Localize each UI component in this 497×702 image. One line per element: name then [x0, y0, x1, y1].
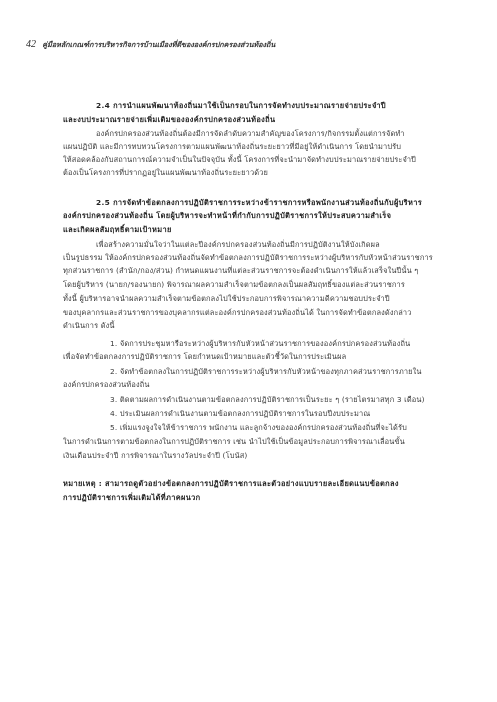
section-4-body-line-3: ให้สอดคล้องกับสถานการณ์ความจำเป็นในปัจจุบัน ทั้งนี้ โครงการที่จะนำมาจัดทำงบประมาณรายจ่ายประจำปี	[63, 155, 417, 164]
page-number: 42	[26, 39, 36, 50]
section-5-heading-line-3: และเกิดผลสัมฤทธิ์ตามเป้าหมาย	[63, 225, 172, 234]
section-5-heading-line-1: 2.5 การจัดทำข้อตกลงการปฏิบัติราชการระหว่างข้าราชการหรือพนักงานส่วนท้องถิ่นกับผู้บริหาร	[96, 198, 423, 207]
section-5-body-line-1: เพื่อสร้างความมั่นใจว่าในแต่ละปีองค์กรปกครองส่วนท้องถิ่นมีการปฏิบัติงานให้บังเกิดผล	[96, 240, 380, 249]
list-item-2-line-2: องค์กรปกครองส่วนท้องถิ่น	[63, 380, 150, 389]
list-item-4: 4. ประเมินผลการดำเนินงานตามข้อตกลงการปฏิบัติราชการในรอบปีงบประมาณ	[110, 409, 371, 418]
section-5-body-line-5: ทั้งนี้ ผู้บริหารอาจนำผลความสำเร็จตามข้อตกลงไปใช้ประกอบการพิจารณาความดีความชอบประจำปี	[63, 294, 390, 303]
list-item-2-line-1: 2. จัดทำข้อตกลงในการปฏิบัติราชการระหว่างผู้บริหารกับหัวหน้าของทุกภาคส่วนราชการภายใน	[110, 367, 422, 376]
header-title: คู่มือหลักเกณฑ์การบริหารกิจการบ้านเมืองที่ดีขององค์กรปกครองส่วนท้องถิ่น	[42, 40, 276, 49]
section-5-body-line-7: ดำเนินการ ดังนี้	[63, 321, 115, 330]
list-item-5-line-1: 5. เพิ่มแรงจูงใจให้ข้าราชการ พนักงาน และลูกจ้างขององค์กรปกครองส่วนท้องถิ่นที่จะได้รับ	[110, 423, 407, 432]
section-5-heading-line-2: องค์กรปกครองส่วนท้องถิ่น โดยผู้บริหารจะทำหน้าที่กำกับการปฏิบัติราชการให้ประสบความสำเร็จ	[63, 211, 392, 220]
section-4-body-line-2: แผนปฏิบัติ และมีการทบทวนโครงการตามแผนพัฒนาท้องถิ่นระยะยาวที่มีอยู่ให้ดำเนินการ โดยนำมาปรับ	[63, 142, 402, 151]
section-4-body-line-4: ต้องเป็นโครงการที่ปรากฏอยู่ในแผนพัฒนาท้องถิ่นระยะยาวด้วย	[63, 168, 268, 177]
list-item-5-line-3: เงินเดือนประจำปี การพิจารณาในรางวัลประจำปี (โบนัส)	[63, 451, 248, 460]
note-line-2: การปฏิบัติราชการเพิ่มเติมได้ที่ภาคผนวก	[63, 493, 201, 502]
section-4-heading-line-1: 2.4 การนำแผนพัฒนาท้องถิ่นมาใช้เป็นกรอบในการจัดทำงบประมาณรายจ่ายประจำปี	[96, 101, 386, 110]
section-5-body-line-6: ของบุคลากรและส่วนราชการของบุคลากรแต่ละองค์กรปกครองส่วนท้องถิ่นได้ ในการจัดทำข้อตกลงดังกล่าว	[63, 308, 412, 317]
section-4-body-line-1: องค์กรปกครองส่วนท้องถิ่นต้องมีการจัดลำดับความสำคัญของโครงการ/กิจกรรมตั้งแต่การจัดทำ	[96, 129, 405, 138]
list-item-1-line-2: เพื่อจัดทำข้อตกลงการปฏิบัติราชการ โดยกำหนดเป้าหมายและตัวชี้วัดในการประเมินผล	[63, 352, 347, 361]
list-item-5-line-2: ในการดำเนินการตามข้อตกลงในการปฏิบัติราชการ เช่น นำไปใช้เป็นข้อมูลประกอบการพิจารณาเลื่อนขั้น	[63, 437, 405, 446]
list-item-1-line-1: 1. จัดการประชุมหารือระหว่างผู้บริหารกับหัวหน้าส่วนราชการขององค์กรปกครองส่วนท้องถิ่น	[110, 339, 411, 348]
section-4-heading-line-2: และงบประมาณรายจ่ายเพิ่มเติมขององค์กรปกครองส่วนท้องถิ่น	[63, 115, 276, 124]
note-line-1: หมายเหตุ : สามารถดูตัวอย่างข้อตกลงการปฏิบัติราชการและตัวอย่างแบบรายละเอียดแนบข้อตกลง	[63, 479, 399, 488]
list-item-3: 3. ติดตามผลการดำเนินงานตามข้อตกลงการปฏิบัติราชการเป็นระยะ ๆ (รายไตรมาสทุก 3 เดือน)	[110, 395, 425, 404]
section-5-body-line-3: ทุกส่วนราชการ (สำนัก/กอง/ส่วน) กำหนดแผนงานที่แต่ละส่วนราชการจะต้องดำเนินการให้แล้วเสร็จในปีนั้น ๆ	[63, 266, 419, 275]
section-5-body-line-4: โดยผู้บริหาร (นายก/รองนายก) พิจารณาผลความสำเร็จตามข้อตกลงเป็นผลสัมฤทธิ์ของแต่ละส่วนราชการ	[63, 280, 405, 289]
page-header	[26, 39, 275, 51]
section-5-body-line-2: เป็นรูปธรรม ให้องค์กรปกครองส่วนท้องถิ่นจัดทำข้อตกลงการปฏิบัติราชการระหว่างผู้บริหารกับหัวหน้าส่วนราชการ	[63, 253, 433, 262]
